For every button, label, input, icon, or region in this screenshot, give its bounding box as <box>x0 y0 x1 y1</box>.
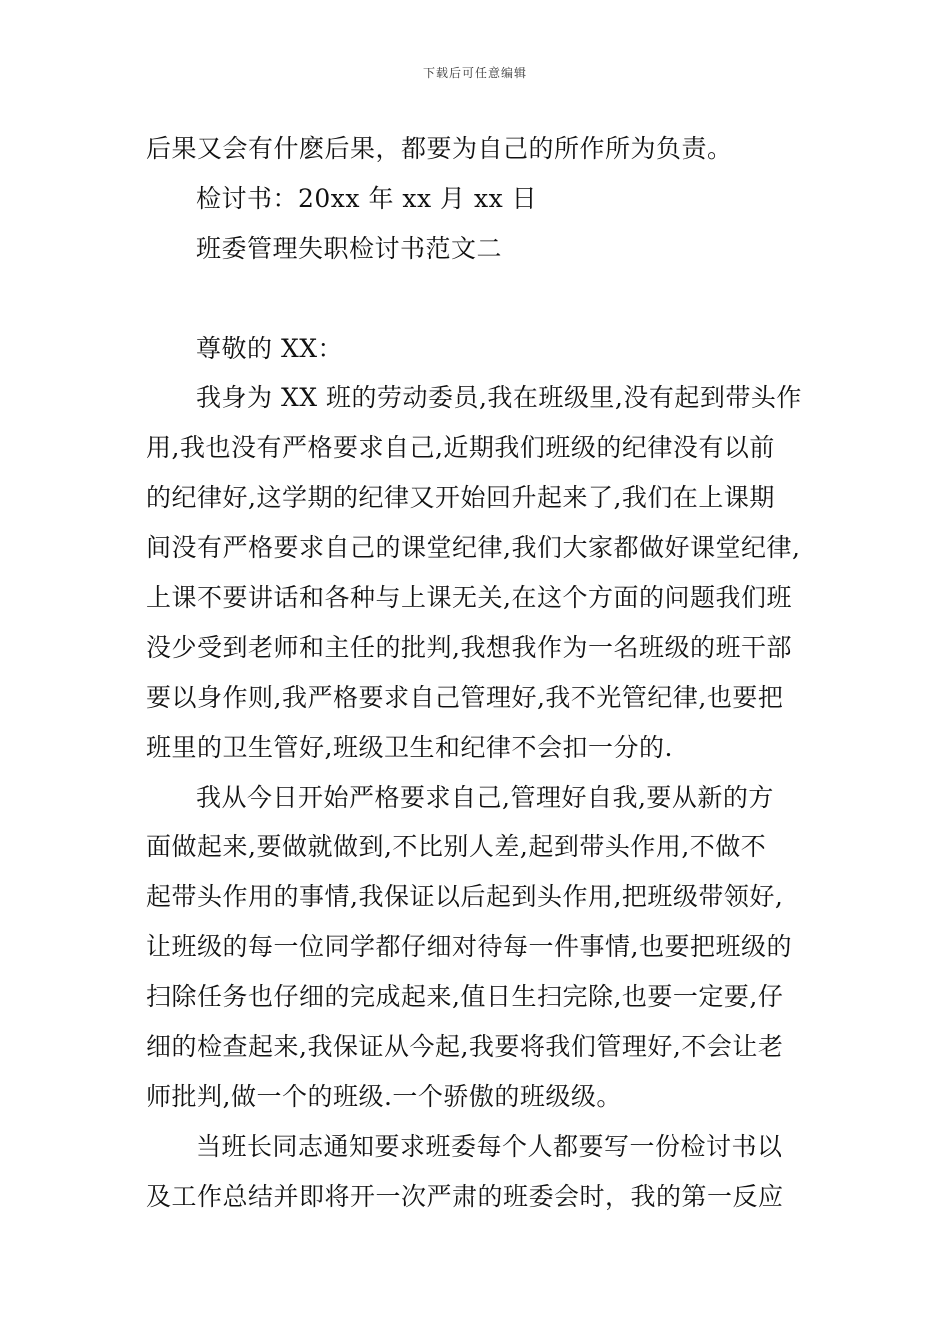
paragraph-line: 班里的卫生管好,班级卫生和纪律不会扣一分的. <box>146 733 673 762</box>
paragraph-line: 师批判,做一个的班级.一个骄傲的班级级。 <box>146 1082 622 1111</box>
paragraph-line: 让班级的每一位同学都仔细对待每一件事情,也要把班级的 <box>146 932 792 961</box>
text-line: 后果又会有什麽后果，都要为自己的所作所为负责。 <box>146 134 733 163</box>
paragraph-line: 没少受到老师和主任的批判,我想我作为一名班级的班干部 <box>146 633 792 662</box>
paragraph-line: 起带头作用的事情,我保证以后起到头作用,把班级带领好, <box>146 882 784 911</box>
paragraph-line: 用,我也没有严格要求自己,近期我们班级的纪律没有以前 <box>146 433 775 462</box>
paragraph-line: 要以身作则,我严格要求自己管理好,我不光管纪律,也要把 <box>146 683 784 712</box>
paragraph-line: 面做起来,要做就做到,不比别人差,起到带头作用,不做不 <box>146 832 767 861</box>
paragraph-line: 间没有严格要求自己的课堂纪律,我们大家都做好课堂纪律, <box>146 533 801 562</box>
paragraph-line: 扫除任务也仔细的完成起来,值日生扫完除,也要一定要,仔 <box>146 982 784 1011</box>
salutation: 尊敬的 XX： <box>196 334 344 363</box>
paragraph-line: 的纪律好,这学期的纪律又开始回升起来了,我们在上课期 <box>146 483 775 512</box>
paragraph-line: 上课不要讲话和各种与上课无关,在这个方面的问题我们班 <box>146 583 792 612</box>
paragraph-line: 及工作总结并即将开一次严肃的班委会时，我的第一反应 <box>146 1182 784 1211</box>
paragraph-line: 我身为 XX 班的劳动委员,我在班级里,没有起到带头作 <box>196 383 802 412</box>
section-title: 班委管理失职检讨书范文二 <box>196 234 503 263</box>
page-header: 下载后可任意编辑 <box>422 66 527 80</box>
date-line: 检讨书：20xx 年 xx 月 xx 日 <box>196 184 538 213</box>
paragraph-line: 细的检查起来,我保证从今起,我要将我们管理好,不会让老 <box>146 1032 784 1061</box>
paragraph-line: 我从今日开始严格要求自己,管理好自我,要从新的方 <box>196 783 774 812</box>
paragraph-line: 当班长同志通知要求班委每个人都要写一份检讨书以 <box>196 1132 783 1161</box>
